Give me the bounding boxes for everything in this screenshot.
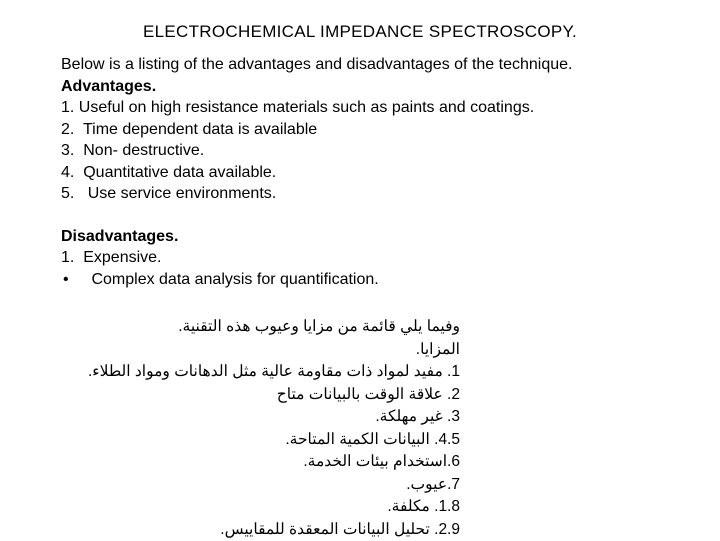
advantage-item-1 — [61, 97, 701, 119]
item-text: Use service environments. — [88, 185, 277, 202]
item-text: Quantitative data available. — [83, 164, 276, 181]
arabic-translation — [60, 316, 460, 541]
bullet-icon: • — [61, 269, 87, 291]
item-number: 1. — [61, 99, 74, 116]
arabic-line: 4.5. البيانات الكمية المتاحة. — [60, 429, 460, 452]
section-spacer — [61, 205, 701, 226]
item-number: 5. — [61, 185, 74, 202]
disadvantages-heading: Disadvantages. — [61, 226, 701, 248]
item-number: 1. — [61, 249, 74, 266]
item-text: Non- destructive. — [83, 142, 204, 159]
item-text: Expensive. — [83, 249, 161, 266]
item-text: Complex data analysis for quantification. — [91, 271, 378, 288]
item-text: Useful on high resistance materials such as paints and coatings. — [79, 99, 534, 116]
item-number: 3. — [61, 142, 74, 159]
item-number: 4. — [61, 164, 74, 181]
arabic-line: 2.9. تحليل البيانات المعقدة للمقاييس. — [60, 519, 460, 541]
arabic-line: 1.8. مكلفة. — [60, 496, 460, 519]
advantage-item-4 — [61, 162, 701, 184]
item-number: 2. — [61, 121, 74, 138]
arabic-line: وفيما يلي قائمة من مزايا وعيوب هذه التقنية. — [60, 316, 460, 339]
arabic-line: المزايا. — [60, 339, 460, 362]
arabic-line: 3. غير مهلكة. — [60, 406, 460, 429]
english-content — [61, 54, 701, 290]
advantage-item-3 — [61, 140, 701, 162]
arabic-line: 1. مفيد لمواد ذات مقاومة عالية مثل الدهانات ومواد الطلاء. — [60, 361, 460, 384]
disadvantage-item-1 — [61, 247, 701, 269]
advantage-item-5 — [61, 183, 701, 205]
intro-text: Below is a listing of the advantages and disadvantages of the technique. — [61, 54, 701, 76]
page-title: ELECTROCHEMICAL IMPEDANCE SPECTROSCOPY. — [0, 22, 720, 42]
advantages-heading: Advantages. — [61, 76, 701, 98]
arabic-line: 6.استخدام بيئات الخدمة. — [60, 451, 460, 474]
arabic-line: 7.عيوب. — [60, 474, 460, 497]
disadvantage-item-2 — [61, 269, 701, 291]
arabic-line: 2. علاقة الوقت بالبيانات متاح — [60, 384, 460, 407]
advantage-item-2 — [61, 119, 701, 141]
item-text: Time dependent data is available — [83, 121, 317, 138]
